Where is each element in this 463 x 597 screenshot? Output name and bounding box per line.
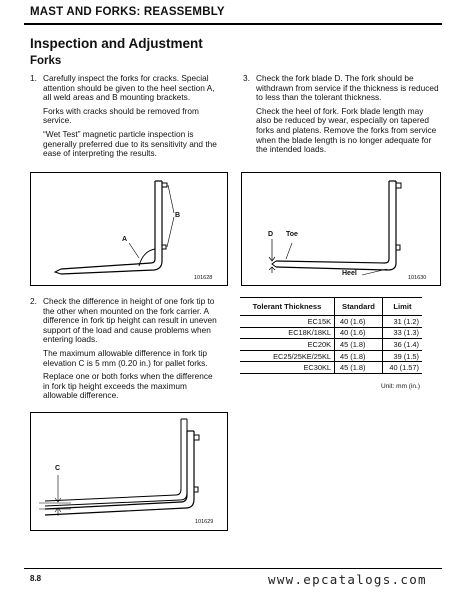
table-cell: 36 (1.4) — [383, 339, 423, 351]
table-row — [240, 316, 422, 328]
item-number: 3. — [243, 73, 250, 83]
header-rule — [24, 23, 442, 25]
page-number: 8.8 — [30, 574, 42, 583]
item-3 — [243, 74, 439, 159]
item-3-paragraph-1: Check the fork blade D. The fork should be withdrawn from service if the thickness is reduced to less than the tolerant thickness. — [256, 73, 439, 103]
item-number: 2. — [30, 296, 37, 306]
figure-number: 101628 — [194, 275, 213, 281]
item-2-paragraph-1: Check the difference in height of one fork tip to the other when mounted on the fork carrier. A difference in fork tip height can result in uneven support of the load and cause problems when entering loads. — [43, 296, 217, 345]
fork-diagram — [31, 173, 227, 285]
item-1-paragraph-2: Forks with cracks should be removed from service. — [43, 105, 199, 126]
footer-rule — [24, 568, 442, 569]
tolerance-table-wrapper — [240, 297, 422, 374]
label-b: B — [175, 212, 181, 219]
column-header: Standard — [335, 298, 383, 316]
item-1-paragraph-1: Carefully inspect the forks for cracks. Special attention should be given to the heel section A, all weld areas and B mounting brackets. — [43, 73, 215, 103]
item-number: 1. — [30, 73, 37, 83]
table-cell: EC18K/18KL — [240, 327, 335, 339]
table-row — [240, 339, 422, 351]
tolerance-table — [240, 297, 422, 374]
item-1-paragraph-3: “Wet Test” magnetic particle inspection is generally preferred due to its sensitivity and the ease of interpreting the results. — [43, 128, 217, 159]
item-2-paragraph-3: Replace one or both forks when the difference in fork tip height exceeds the maximum allowable difference. — [43, 371, 213, 401]
table-cell: 40 (1.6) — [335, 327, 383, 339]
label-d: D — [268, 231, 274, 238]
label-toe: Toe — [286, 231, 298, 238]
item-2-paragraph-2: The maximum allowable difference in fork tip elevation C is 5 mm (0.20 in.) for pallet forks. — [43, 347, 208, 368]
label-a: A — [122, 236, 128, 243]
item-2 — [30, 297, 220, 405]
table-cell: 45 (1.8) — [335, 362, 383, 374]
label-heel: Heel — [342, 270, 357, 277]
table-row — [240, 362, 422, 374]
table-cell: 39 (1.5) — [383, 350, 423, 362]
figure-fork-tip-height — [30, 412, 228, 531]
label-c: C — [55, 465, 61, 472]
fork-tip-diagram — [31, 413, 227, 530]
table-cell: 33 (1.3) — [383, 327, 423, 339]
watermark: www.epcatalogs.com — [268, 572, 427, 587]
unit-note: Unit: mm (in.) — [381, 383, 420, 390]
table-cell: 45 (1.8) — [335, 339, 383, 351]
figure-fork-blade-wear — [241, 172, 441, 286]
table-cell: EC25/25KE/25KL — [240, 350, 335, 362]
column-header: Tolerant Thickness — [240, 298, 335, 316]
item-1 — [30, 74, 220, 163]
table-cell: 45 (1.8) — [335, 350, 383, 362]
header-title: MAST AND FORKS: REASSEMBLY — [30, 6, 225, 18]
figure-number: 101629 — [195, 519, 214, 525]
table-cell: EC30KL — [240, 362, 335, 374]
section-title: Inspection and Adjustment — [30, 36, 203, 51]
fork-blade-diagram — [242, 173, 440, 285]
item-3-paragraph-2: Check the heel of fork. Fork blade length may also be reduced by wear, especially on tapered forks and platens. Remove the forks from service when the blade length is no longer adequate for the intended loads. — [256, 105, 437, 155]
table-cell: EC20K — [240, 339, 335, 351]
figure-fork-inspection — [30, 172, 228, 286]
table-cell: 31 (1.2) — [383, 316, 423, 328]
column-header: Limit — [383, 298, 423, 316]
table-cell: EC15K — [240, 316, 335, 328]
table-header-row — [240, 298, 422, 316]
table-cell: 40 (1.6) — [335, 316, 383, 328]
figure-number: 101630 — [408, 275, 427, 281]
subsection-title: Forks — [30, 55, 62, 67]
table-row — [240, 350, 422, 362]
table-row — [240, 327, 422, 339]
table-cell: 40 (1.57) — [383, 362, 423, 374]
